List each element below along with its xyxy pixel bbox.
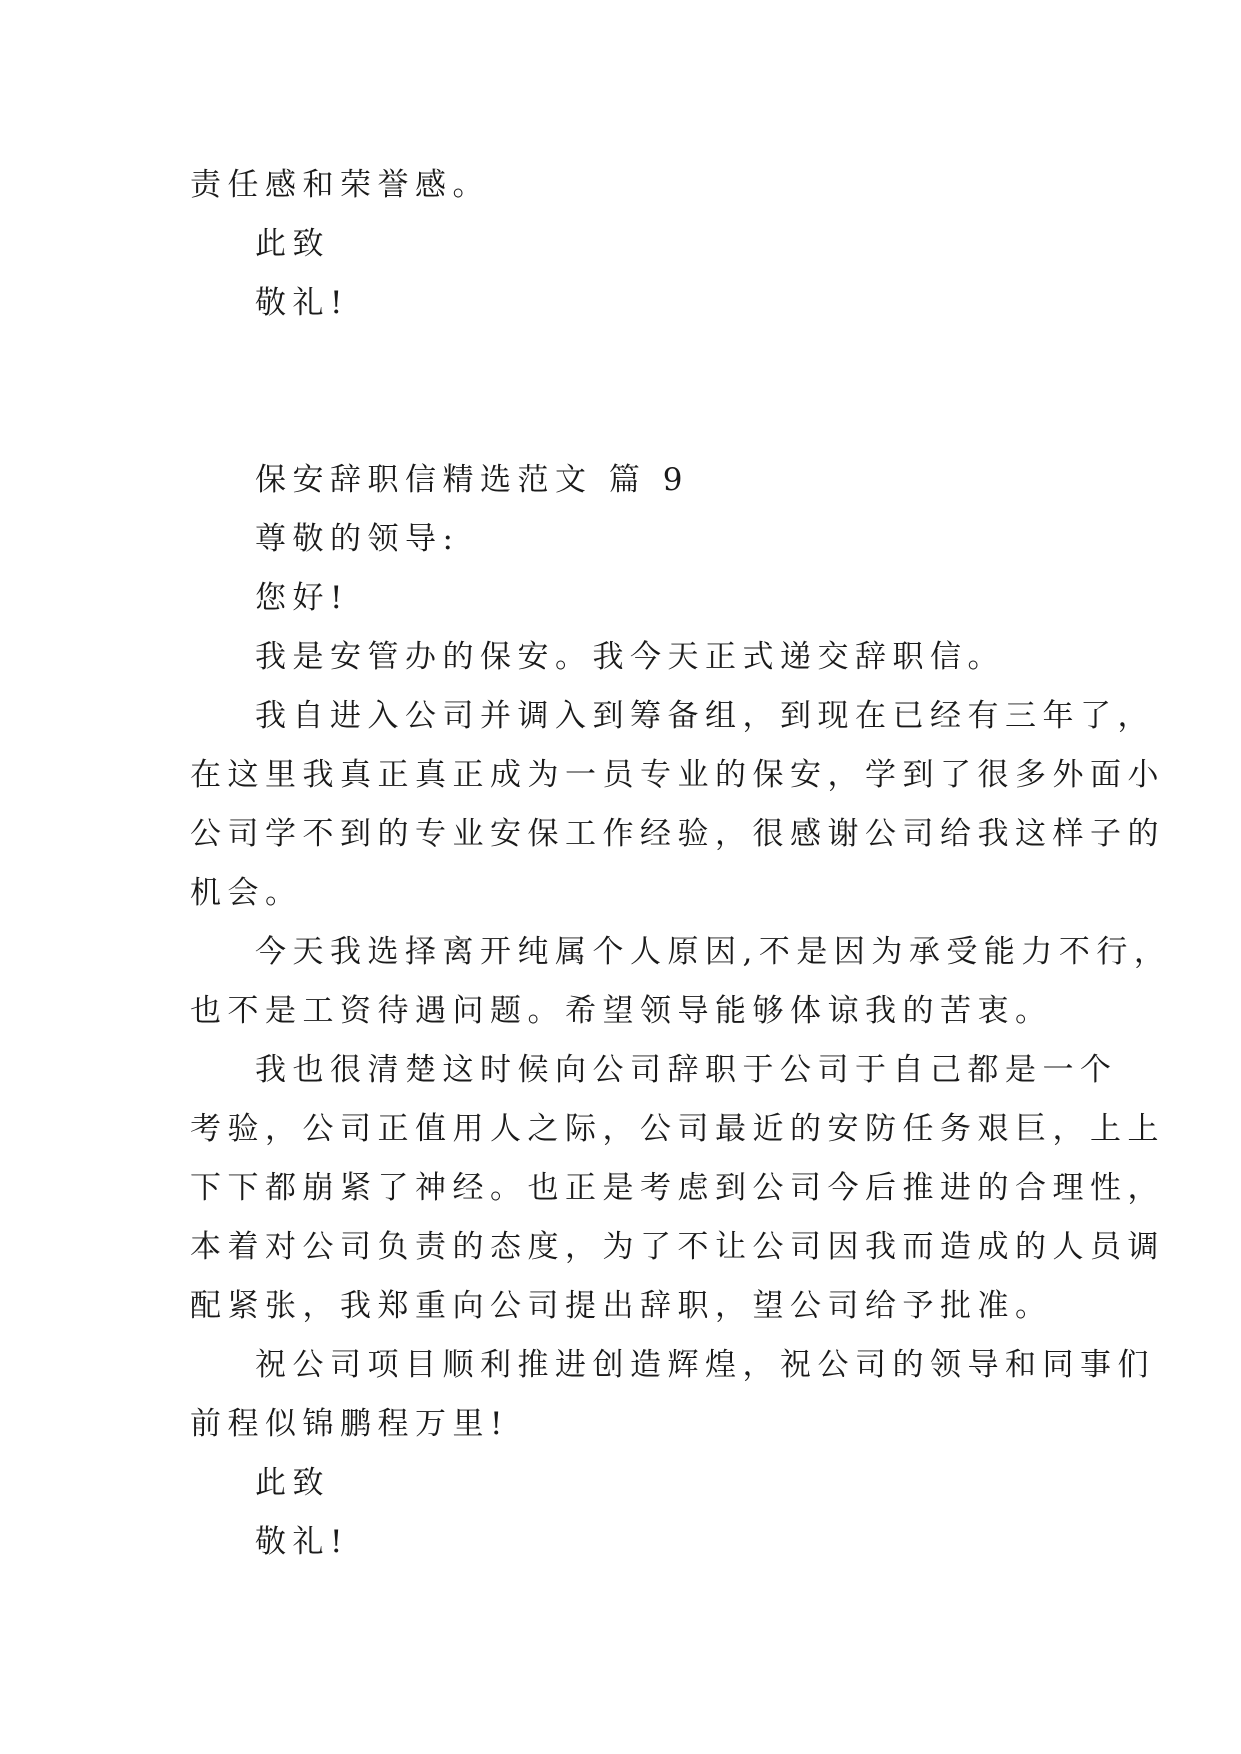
- paragraph-line: 我是安管办的保安。我今天正式递交辞职信。: [255, 639, 1005, 675]
- paragraph-line: 考验，公司正值用人之际，公司最近的安防任务艰巨，上上: [190, 1111, 1165, 1147]
- paragraph-line: 今天我选择离开纯属个人原因,不是因为承受能力不行，: [255, 934, 1172, 970]
- section-title: 保安辞职信精选范文 篇 9: [255, 462, 689, 498]
- salutation-line: 敬礼!: [255, 1524, 349, 1560]
- closing-line: 此致: [255, 226, 330, 262]
- greeting-line: 您好!: [255, 580, 349, 616]
- paragraph-line: 祝公司项目顺利推进创造辉煌，祝公司的领导和同事们: [255, 1347, 1155, 1383]
- paragraph-line: 也不是工资待遇问题。希望领导能够体谅我的苦衷。: [190, 993, 1053, 1029]
- paragraph-line: 前程似锦鹏程万里!: [190, 1406, 509, 1442]
- paragraph-line: 公司学不到的专业安保工作经验，很感谢公司给我这样子的: [190, 816, 1165, 852]
- paragraph-line: 机会。: [190, 875, 303, 911]
- paragraph-line: 我自进入公司并调入到筹备组，到现在已经有三年了，: [255, 698, 1155, 734]
- closing-line: 此致: [255, 1465, 330, 1501]
- paragraph-line: 下下都崩紧了神经。也正是考虑到公司今后推进的合理性，: [190, 1170, 1165, 1206]
- salutation-line: 敬礼!: [255, 285, 349, 321]
- paragraph-line: 配紧张，我郑重向公司提出辞职，望公司给予批准。: [190, 1288, 1053, 1324]
- greeting-line: 尊敬的领导:: [255, 521, 460, 557]
- paragraph-line: 责任感和荣誉感。: [190, 167, 490, 203]
- paragraph-line: 本着对公司负责的态度，为了不让公司因我而造成的人员调: [190, 1229, 1165, 1265]
- paragraph-line: 在这里我真正真正成为一员专业的保安，学到了很多外面小: [190, 757, 1165, 793]
- paragraph-line: 我也很清楚这时候向公司辞职于公司于自己都是一个: [255, 1052, 1118, 1088]
